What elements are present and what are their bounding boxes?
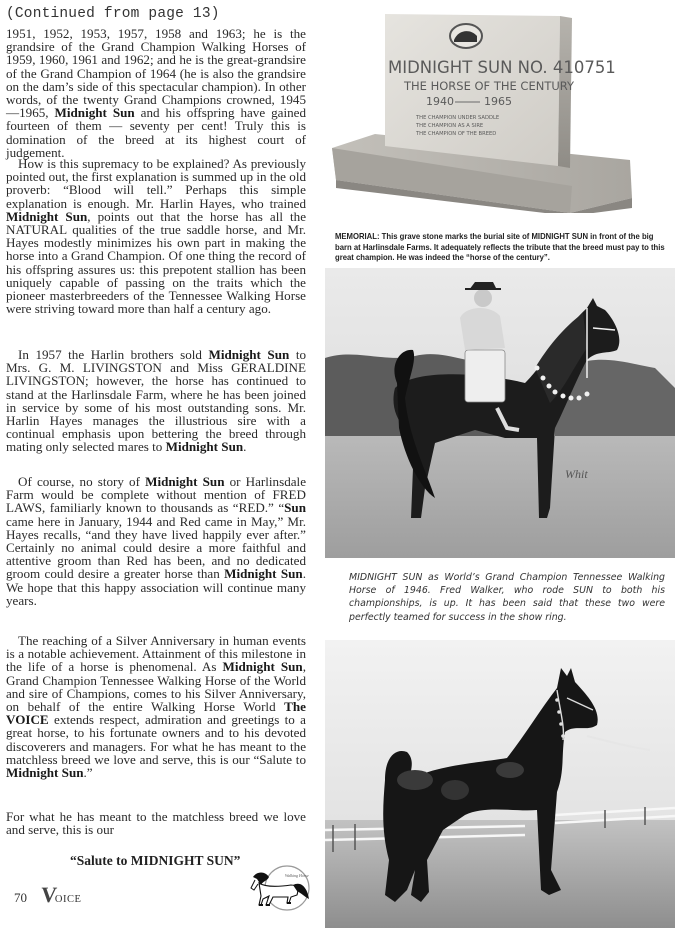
svg-text:Walking Horse: Walking Horse	[285, 873, 309, 878]
closing-salute: “Salute to MIDNIGHT SUN”	[70, 853, 241, 868]
article-paragraph	[6, 634, 306, 779]
paragraph-text: Of course, no story of	[18, 474, 146, 489]
paragraph-text: The reaching of a Silver Anniversary in human events is a notable achievement. Attainment of this milestone in the life of a horse is phenomenal. As	[6, 633, 306, 675]
inscription-year-end: 1965	[484, 95, 512, 108]
emphasized-text: Midnight Sun	[6, 765, 84, 781]
article-paragraph	[6, 27, 306, 159]
article-paragraph	[6, 810, 306, 836]
paragraph-text: 1951, 1952, 1953, 1957, 1958 and 1963; he is the grandsire of the Grand Champion Walking Horses of 1959, 1960, 1961 and 1962; and he is the great-grandsire of the Grand Champion of 1964 (he is also the grandsire on the dam’s side of this spectacular champion). In other words, of the twenty Grand Champions crowned, 1945—1965,	[6, 26, 306, 121]
inscription-line-3: THE CHAMPION OF THE BREED	[416, 131, 497, 137]
inscription-name: MIDNIGHT SUN NO. 410751	[388, 58, 616, 77]
paragraph-text: For what he has meant to the matchless breed we love and serve, this is our	[6, 809, 306, 838]
paragraph-text: .”	[83, 765, 93, 781]
emphasized-text: Midnight Sun	[224, 566, 303, 582]
wordmark-initial: V	[40, 882, 58, 907]
inscription-year-start: 1940	[426, 95, 454, 108]
wordmark-rest: OICE	[54, 894, 82, 905]
paragraph-text: and his offspring have gained fourteen of them — seventy per cent! Truly this is domination of the breed at its highest court of judgement.	[6, 105, 307, 160]
paragraph-text: . We hope that this happy association will continue many years.	[6, 566, 306, 608]
emphasized-text: Midnight Sun	[165, 439, 244, 455]
paragraph-text: extends respect, admiration and greetings to a great horse, to his fortunate owners and to his devoted discoverers and managers. For what he has meant to the matchless breed we love and serve, this is our “Salute to	[6, 712, 306, 767]
emphasized-text: Midnight Sun	[222, 659, 303, 675]
paragraph-text: .	[243, 439, 247, 455]
paragraph-text: came here in January, 1944 and Red came in May,” Mr. Hayes recalls, “and they have lived happily ever after.” Certainly no animal could desire a more faithful and attentive groom than Red has been, and no dedicated groom could desire a greater horse than	[6, 513, 306, 582]
standing-horse-photo	[325, 640, 675, 928]
rider-photo-caption: MIDNIGHT SUN as World’s Grand Champion Tennessee Walking Horse of 1946. Fred Walker, who rode SUN to both his championships, is up. It has been said that these two were perfectly teamed for success in the show ring.	[349, 572, 665, 623]
walking-horse-logo-icon	[247, 863, 313, 915]
article-paragraph	[6, 348, 306, 454]
continued-from-note: (Continued from page 13)	[6, 6, 220, 22]
inscription-line-2: THE CHAMPION AS A SIRE	[416, 123, 484, 129]
emphasized-text: Sun	[284, 500, 306, 516]
memorial-gravestone-photo	[330, 8, 675, 213]
paragraph-text: , points out that the horse has all the NATURAL qualities of the true saddle horse, and Mr. Hayes modestly minimizes his own part in making the horse into a Grand Champion. Of one thing the record of his offspring assures us: this prepotent stallion has been uniquely capable of passing on the traits which the pioneer masterbreeders of the Tennessee Walking Horse were striving toward more than half a century ago.	[6, 208, 306, 317]
inscription-title: THE HORSE OF THE CENTURY	[404, 79, 575, 93]
emphasized-text: Midnight Sun	[145, 474, 225, 489]
emphasized-text: Midnight Sun	[54, 105, 135, 121]
emphasized-text: Midnight Sun	[208, 347, 290, 362]
svg-text:Whit: Whit	[565, 467, 588, 481]
paragraph-text: , Grand Champion Tennessee Walking Horse of the World and sire of Champions, comes to his Silver Anniversary, on behalf of the entire Walking Horse World	[6, 659, 306, 715]
paragraph-text: In 1957 the Harlin brothers sold	[18, 347, 209, 362]
rider-on-horse-photo	[325, 268, 675, 558]
emphasized-text: Midnight Sun	[6, 208, 88, 224]
inscription-line-1: THE CHAMPION UNDER SADDLE	[416, 115, 500, 121]
paragraph-text: to Mrs. G. M. LIVINGSTON and Miss GERALDINE LIVINGSTON; however, the horse has continued to stand at the Harlinsdale Farm, where he has been joined in service by some of his most outstanding sons. Mr. Harlin Hayes manages the illustrious sire with a continual emphasis upon bettering the breed through mating only selected mares to	[6, 347, 307, 455]
paragraph-text: or Harlinsdale Farm would be complete without mention of FRED LAWS, familiarly known to thousands as “RED.” “	[6, 474, 307, 516]
article-paragraph	[6, 475, 306, 607]
page-footer	[14, 884, 81, 906]
memorial-caption: MEMORIAL: This grave stone marks the burial site of MIDNIGHT SUN in front of the big barn at Harlinsdale Farms. It adequately reflects the tribute that the breed must pay to this great champion. He was indeed the “horse of the century”.	[335, 231, 665, 263]
paragraph-text: How is this supremacy to be explained? As previously pointed out, the first explanation is summed up in the old proverb: “Blood will tell.” Perhaps this simple explanation is enough. Mr. Harlin Hayes, who trained	[6, 156, 306, 211]
article-paragraph	[6, 157, 306, 315]
emphasized-text: The VOICE	[6, 699, 306, 728]
page-number: 70	[14, 890, 27, 905]
magazine-wordmark	[41, 884, 81, 906]
